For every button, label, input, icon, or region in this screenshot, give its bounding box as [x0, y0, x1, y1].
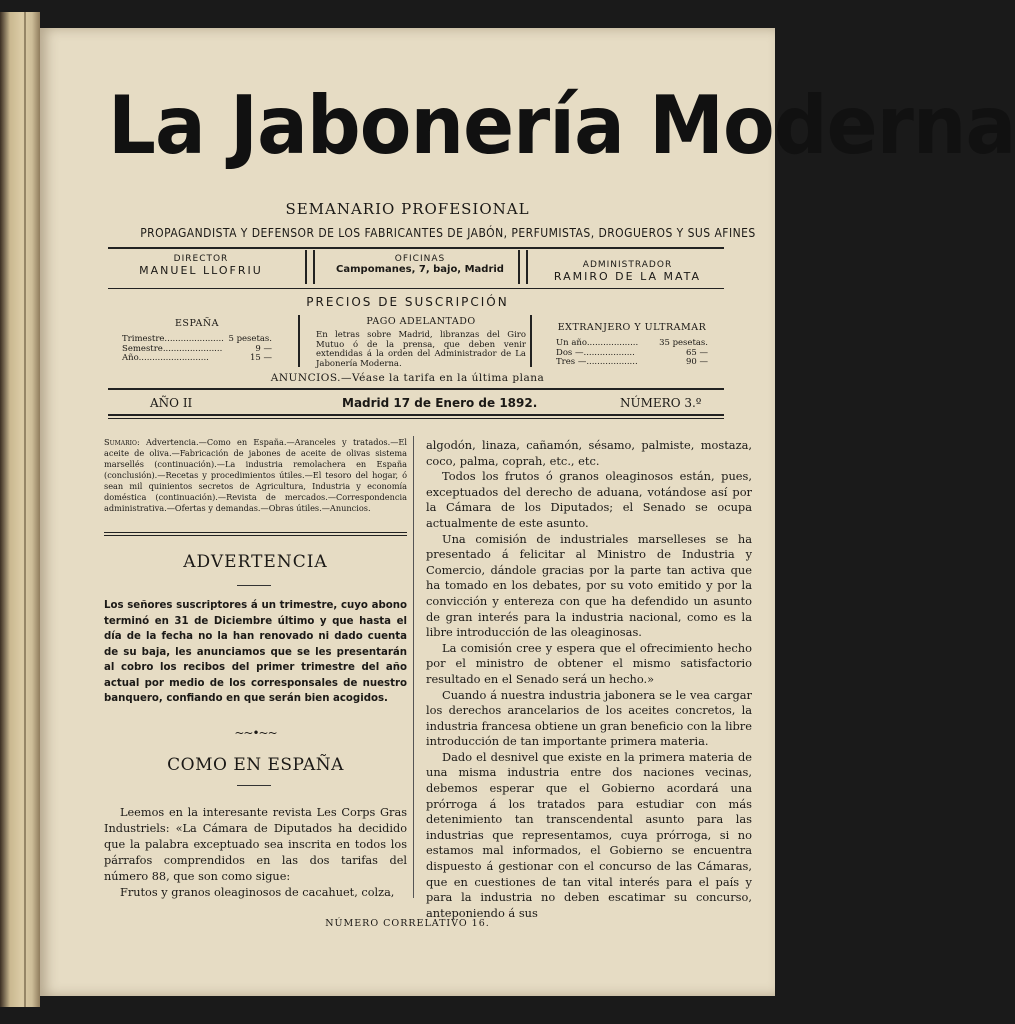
price-row: Año.......................... 15 — — [122, 353, 272, 363]
right-column — [426, 438, 752, 921]
column-divider — [413, 436, 414, 898]
summary-text: Advertencia.—Como en España.—Aranceles y tratados.—El aceite de oliva.—Fabricación de jabones de aceite de olivas sistema marsellés (continuación).—La industria remolachera en España (conclusión).—Recetas y procedimientos útiles.—El tesoro del hogar, ó sean mil quinientos secretos de Agricultura, Industria y economía doméstica (continuación).—Revista de mercados.—Correspondencia administrativa.—Ofertas y demandas.—Obras útiles.—Anuncios. — [104, 437, 407, 513]
advance-payment — [316, 316, 526, 369]
price-row: Un año................... 35 pesetas. — [556, 338, 708, 348]
advertencia-heading: ADVERTENCIA — [183, 552, 328, 572]
director-block — [116, 254, 286, 277]
issue-year: AÑO II — [150, 396, 193, 410]
summary-rule-2 — [104, 535, 407, 536]
advance-text: En letras sobre Madrid, libranzas del Giro Mutuo ó de la prensa, que deben venir extendidas á la orden del Administrador de La Jabonería Moderna. — [316, 330, 526, 369]
price-row: Tres —................... 90 — — [556, 357, 708, 367]
header-rule-top — [108, 247, 724, 249]
summary-rule — [104, 532, 407, 533]
footer-correlative: NÚMERO CORRELATIVO 16. — [325, 918, 490, 929]
price-divider-left — [298, 315, 300, 367]
como-heading: COMO EN ESPAÑA — [167, 755, 344, 775]
price-row: Trimestre...................... 5 pesetas. — [122, 334, 272, 344]
masthead-title: La Jabonería Moderna — [108, 79, 1015, 172]
issue-number: NÚMERO 3.º — [620, 396, 702, 410]
paragraph: La comisión cree y espera que el ofrecimiento hecho por el ministro de obtener el mismo satisfactorio resultado en el Senado será un hecho.» — [426, 640, 752, 686]
paragraph: algodón, linaza, cañamón, sésamo, palmiste, mostaza, coco, palma, coprah, etc., etc. — [426, 438, 752, 468]
admin-block — [535, 260, 720, 283]
issue-rule-top — [108, 388, 724, 390]
advertencia-body: Los señores suscriptores á un trimestre, cuyo abono terminó en 31 de Diciembre último y que hasta el día de la fecha no la han renovado ni dado cuenta de su baja, les anunciamos que se les presentarán al cobro los recibos del primer trimestre del año actual por medio de los corresponsales de nuestro banquero, confiando en que serán bien acogidos. — [104, 600, 407, 704]
masthead-tagline: PROPAGANDISTA Y DEFENSOR DE LOS FABRICANTES DE JABÓN, PERFUMISTAS, DROGUEROS Y SUS AFINES — [140, 226, 756, 240]
advance-heading: PAGO ADELANTADO — [366, 316, 476, 327]
admin-label: ADMINISTRADOR — [582, 260, 673, 270]
newspaper-page — [40, 28, 1015, 996]
subscription-heading: PRECIOS DE SUSCRIPCIÓN — [306, 295, 509, 309]
ads-notice: ANUNCIOS.—Véase la tarifa en la última plana — [270, 372, 545, 384]
header-pillar-left — [305, 250, 315, 284]
spain-prices — [122, 318, 272, 364]
book-binding — [0, 12, 40, 1007]
price-row: Dos —................... 65 — — [556, 347, 708, 358]
masthead-subtitle: SEMANARIO PROFESIONAL — [285, 200, 530, 218]
paragraph: Frutos y granos oleaginosos de cacahuet, colza, — [120, 886, 395, 899]
header-rule-mid — [108, 288, 724, 289]
heading-underline — [237, 785, 271, 786]
paragraph: Dado el desnivel que existe en la primera materia de una misma industria entre dos naciones vecinas, debemos esperar que el Gobierno acordará una prórroga á los tratados para estudiar con más detenimiento tan transcendental asunto para las industrias que representamos, cuya prórroga, si no estamos mal informados, el Gobierno se encuentra dispuesto á gestionar con el concurso de las Cámaras, que en cuestiones de tan vital interés para el país y para la industria no deben escatimar su concurso, anteponiendo á sus — [426, 749, 752, 920]
oficinas-address: Campomanes, 7, bajo, Madrid — [336, 264, 504, 275]
oficinas-label: OFICINAS — [394, 254, 446, 264]
section-ornament: ~~•~~ — [234, 726, 277, 740]
heading-underline — [237, 585, 271, 586]
abroad-prices — [556, 322, 708, 368]
paragraph: Una comisión de industriales marselleses se ha presentado á felicitar al Ministro de Industria y Comercio, dándole gracias por la parte tan activa que ha tomado en los debates, por su voto emitido y por la convicción y entereza con que ha defendido un asunto de gran interés para la industria nacional, como es la libre introducción de las oleaginosas. — [426, 531, 752, 640]
director-name: MANUEL LLOFRIU — [139, 264, 263, 277]
admin-name: RAMIRO DE LA MATA — [553, 270, 702, 283]
issue-rule-bottom — [108, 414, 724, 416]
header-pillar-right — [518, 250, 528, 284]
spain-heading: ESPAÑA — [175, 318, 219, 329]
paragraph: Leemos en la interesante revista Les Corps Gras Industriels: «La Cámara de Diputados ha decidido que la palabra exceptuado sea inscrita en todos los párrafos comprendidos en las dos tarifas del número 88, que son como sigue: — [104, 806, 407, 883]
price-row: Semestre...................... 9 — — [122, 343, 272, 354]
paragraph: Cuando á nuestra industria jabonera se le vea cargar los derechos arancelarios de los aceites concretos, la industria francesa obtiene un gran beneficio con la libre introducción de tan importante primera materia. — [426, 687, 752, 749]
como-body — [104, 805, 407, 901]
director-label: DIRECTOR — [173, 254, 229, 264]
issue-date: Madrid 17 de Enero de 1892. — [342, 396, 538, 410]
oficinas-block — [320, 254, 520, 275]
price-divider-right — [530, 315, 532, 367]
abroad-heading: EXTRANJERO Y ULTRAMAR — [557, 322, 707, 333]
summary-label: Sumario: — [104, 437, 140, 447]
issue-rule-bottom-thin — [108, 418, 724, 419]
summary — [104, 437, 407, 514]
paragraph: Todos los frutos ó granos oleaginosos están, pues, exceptuados del derecho de aduana, votándose así por la Cámara de los Diputados; el Senado se ocupa actualmente de este asunto. — [426, 469, 752, 530]
